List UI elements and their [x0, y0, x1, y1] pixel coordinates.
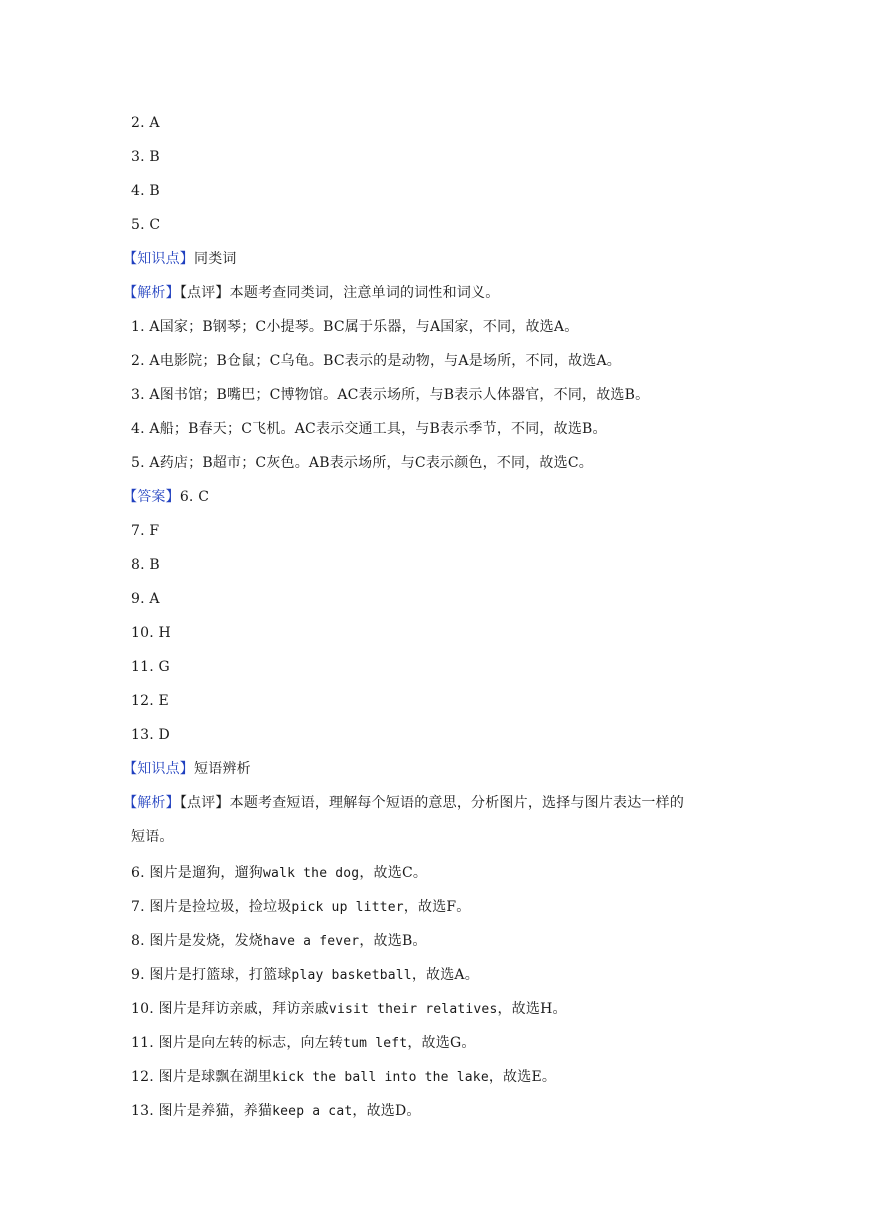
analysis-tag: 【解析】	[123, 795, 180, 811]
item-answer: ，故选B。	[359, 933, 427, 949]
explanation-item: 1. A国家；B钢琴；C小提琴。BC属于乐器，与A国家，不同，故选A。	[131, 319, 579, 335]
answer-line: 8. B	[131, 557, 160, 573]
explanation-item	[131, 1102, 421, 1121]
item-text: 6. 图片是遛狗，遛狗	[131, 865, 264, 881]
item-text: 10. 图片是拜访亲戚，拜访亲戚	[131, 1001, 329, 1017]
item-text: 9. 图片是打篮球，打篮球	[131, 967, 292, 983]
knowledge-text: 同类词	[194, 251, 237, 267]
knowledge-tag: 【知识点】	[123, 251, 194, 267]
item-text: 7. 图片是捡垃圾，捡垃圾	[131, 899, 292, 915]
item-text: 12. 图片是球飘在湖里	[131, 1069, 273, 1085]
knowledge-text: 短语辨析	[194, 761, 251, 777]
item-text: 13. 图片是养猫，养猫	[131, 1103, 273, 1119]
knowledge-point-line	[123, 250, 237, 268]
answer-heading-line	[123, 488, 209, 506]
analysis-text: 本题考查同类词，注意单词的词性和词义。	[229, 285, 500, 301]
analysis-tag: 【解析】	[123, 285, 180, 301]
knowledge-point-line	[123, 760, 251, 778]
comment-tag: 【点评】	[179, 795, 230, 811]
english-phrase: pick up litter	[291, 900, 404, 915]
item-answer: ，故选E。	[488, 1069, 557, 1085]
answer-line: 9. A	[131, 591, 160, 607]
item-answer: ，故选G。	[407, 1035, 476, 1051]
answer-first: 6. C	[179, 489, 210, 505]
answer-line: 2. A	[131, 115, 160, 131]
item-answer: ，故选F。	[403, 899, 471, 915]
explanation-item	[131, 966, 479, 985]
english-phrase: have a fever	[263, 934, 360, 949]
answer-line: 7. F	[131, 523, 160, 539]
answer-tag: 【答案】	[123, 489, 180, 505]
answer-line: 11. G	[131, 659, 170, 675]
comment-tag: 【点评】	[179, 285, 230, 301]
answer-line: 13. D	[131, 727, 170, 743]
answer-line: 4. B	[131, 183, 160, 199]
answer-line: 5. C	[131, 217, 161, 233]
analysis-text: 本题考查短语，理解每个短语的意思，分析图片，选择与图片表达一样的	[229, 795, 685, 811]
analysis-line	[123, 284, 499, 302]
explanation-item	[131, 864, 427, 883]
english-phrase: keep a cat	[272, 1104, 353, 1119]
explanation-item	[131, 1034, 476, 1053]
explanation-item: 2. A电影院；B仓鼠；C乌龟。BC表示的是动物，与A是场所，不同，故选A。	[131, 353, 621, 369]
answer-line: 3. B	[131, 149, 160, 165]
analysis-line	[123, 794, 684, 812]
english-phrase: kick the ball into the lake	[272, 1070, 489, 1085]
item-answer: ，故选D。	[352, 1103, 421, 1119]
english-phrase: walk the dog	[263, 866, 360, 881]
item-text: 11. 图片是向左转的标志，向左转	[131, 1035, 344, 1051]
explanation-item	[131, 1068, 556, 1087]
explanation-item	[131, 1000, 567, 1019]
explanation-item: 5. A药店；B超市；C灰色。AB表示场所，与C表示颜色，不同，故选C。	[131, 455, 593, 471]
english-phrase: visit their relatives	[328, 1002, 498, 1017]
item-answer: ，故选C。	[359, 865, 428, 881]
answer-line: 10. H	[131, 625, 171, 641]
item-answer: ，故选A。	[411, 967, 479, 983]
explanation-item: 3. A图书馆；B嘴巴；C博物馆。AC表示场所，与B表示人体器官，不同，故选B。	[131, 387, 650, 403]
answer-line: 12. E	[131, 693, 169, 709]
item-answer: ，故选H。	[497, 1001, 567, 1017]
explanation-item: 4. A船；B春天；C飞机。AC表示交通工具，与B表示季节，不同，故选B。	[131, 421, 607, 437]
explanation-item	[131, 898, 471, 917]
explanation-item	[131, 932, 427, 951]
english-phrase: tum left	[343, 1036, 408, 1051]
analysis-continuation: 短语。	[131, 829, 174, 845]
english-phrase: play basketball	[291, 968, 412, 983]
knowledge-tag: 【知识点】	[123, 761, 194, 777]
item-text: 8. 图片是发烧，发烧	[131, 933, 264, 949]
